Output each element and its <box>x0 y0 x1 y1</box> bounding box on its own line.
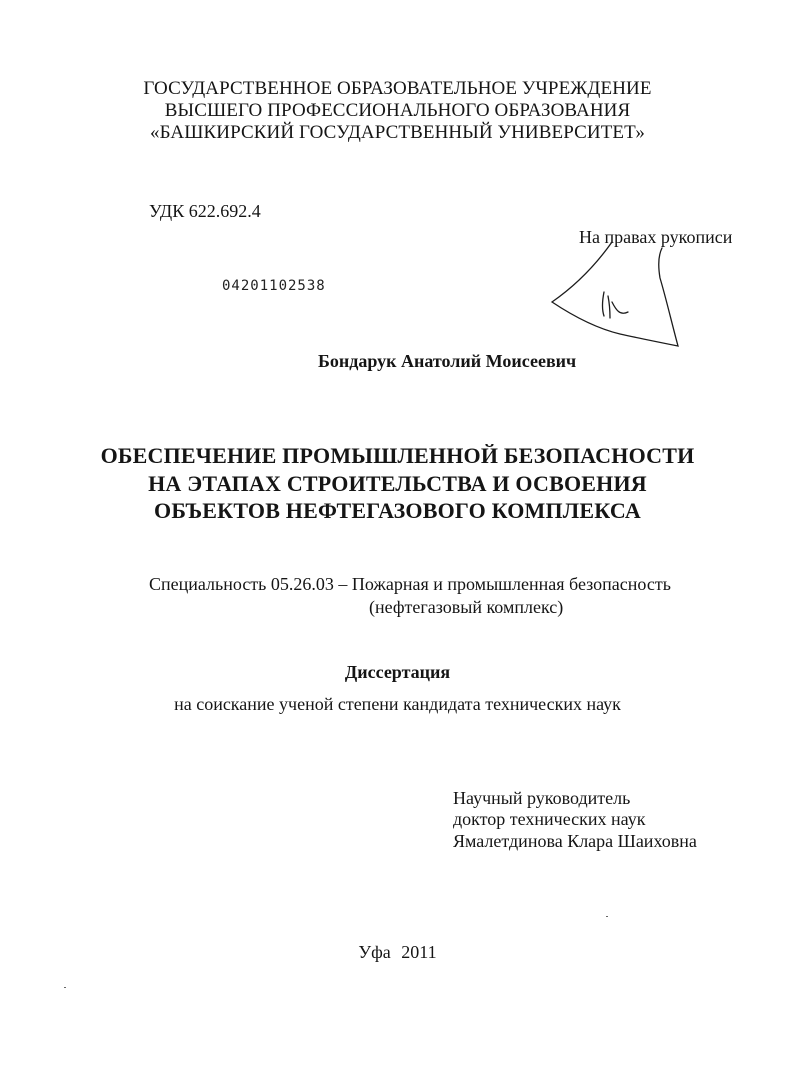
title-line-2: НА ЭТАПАХ СТРОИТЕЛЬСТВА И ОСВОЕНИЯ <box>148 471 647 496</box>
specialty-line-2: (нефтегазовый комплекс) <box>369 597 564 617</box>
catalog-number: 04201102538 <box>222 278 326 294</box>
scan-speck <box>606 916 608 917</box>
institution-line-3: «БАШКИРСКИЙ ГОСУДАРСТВЕННЫЙ УНИВЕРСИТЕТ» <box>150 122 645 143</box>
city-year: Уфа 2011 <box>358 942 437 962</box>
scan-speck <box>64 987 66 988</box>
supervisor-name: Ямалетдинова Клара Шаиховна <box>453 831 697 851</box>
supervisor-title: доктор технических наук <box>453 809 646 829</box>
degree-statement: на соискание ученой степени кандидата технических наук <box>174 694 621 714</box>
document-type: Диссертация <box>344 662 451 682</box>
supervisor-role: Научный руководитель <box>453 788 631 808</box>
udk-code: УДК 622.692.4 <box>149 201 261 221</box>
author-name: Бондарук Анатолий Моисеевич <box>318 351 577 371</box>
handwritten-signature <box>540 236 700 356</box>
institution-line-1: ГОСУДАРСТВЕННОЕ ОБРАЗОВАТЕЛЬНОЕ УЧРЕЖДЕНИЕ <box>143 78 652 99</box>
institution-line-2: ВЫСШЕГО ПРОФЕССИОНАЛЬНОГО ОБРАЗОВАНИЯ <box>164 100 631 121</box>
specialty-line-1: Специальность 05.26.03 – Пожарная и промышленная безопасность <box>149 574 671 594</box>
title-line-3: ОБЪЕКТОВ НЕФТЕГАЗОВОГО КОМПЛЕКСА <box>154 498 641 523</box>
manuscript-note: На правах рукописи <box>579 227 733 247</box>
title-line-1: ОБЕСПЕЧЕНИЕ ПРОМЫШЛЕННОЙ БЕЗОПАСНОСТИ <box>100 443 695 468</box>
